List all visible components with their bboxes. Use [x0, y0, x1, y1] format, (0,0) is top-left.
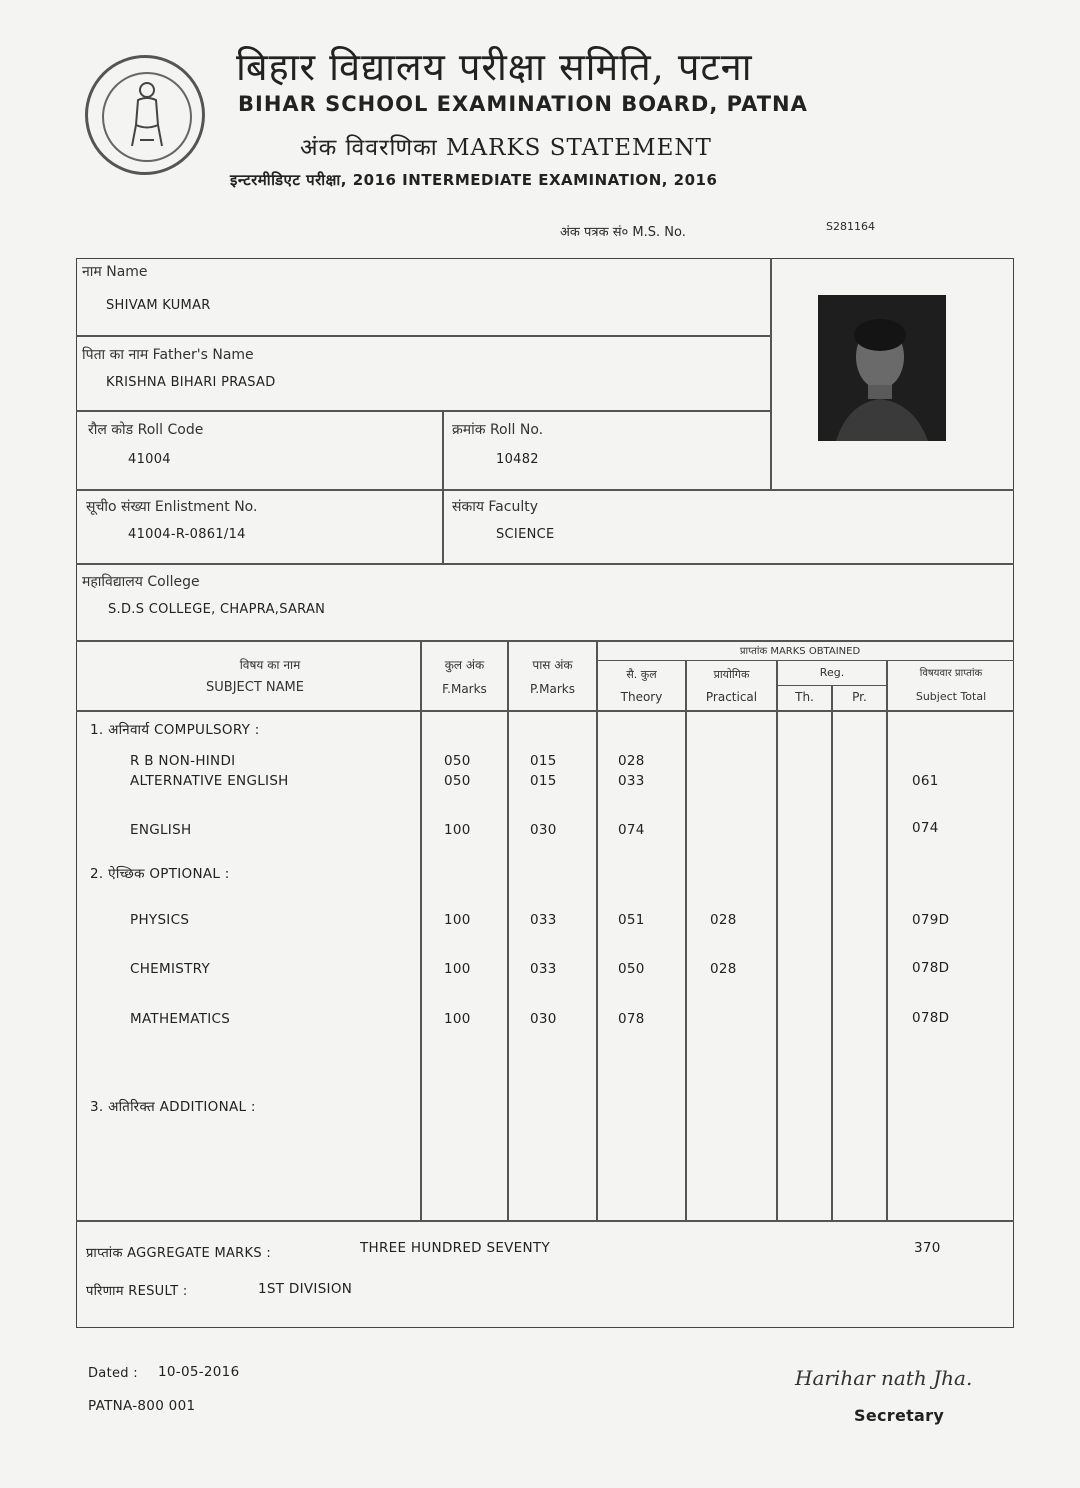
row-pmarks: 015 [530, 773, 557, 789]
name-label: नाम Name [82, 264, 148, 280]
reg-pr-header: Pr. [852, 690, 867, 704]
father-name: KRISHNA BIHARI PRASAD [106, 375, 276, 390]
board-title-hindi: बिहार विद्यालय परीक्षा समिति, पटना [236, 45, 753, 89]
row-subject: PHYSICS [130, 912, 190, 928]
row-theory: 050 [618, 961, 645, 977]
row-subject: MATHEMATICS [130, 1011, 231, 1027]
row-pmarks: 033 [530, 912, 557, 928]
theory-header: Theory [620, 690, 663, 704]
enlistment-no: 41004-R-0861/14 [128, 527, 246, 542]
board-title-english: BIHAR SCHOOL EXAMINATION BOARD, PATNA [238, 92, 808, 116]
ms-no-value: S281164 [826, 220, 875, 233]
row-theory: 028 [618, 753, 645, 769]
student-photo [818, 295, 946, 441]
roll-code: 41004 [128, 452, 171, 467]
father-name-label: पिता का नाम Father's Name [82, 347, 254, 363]
total-header-hi: विषयवार प्राप्तांक [919, 668, 983, 679]
row-subject: ENGLISH [130, 822, 192, 838]
secretary-signature: Harihar nath Jha. [795, 1366, 973, 1390]
row-fmarks: 100 [444, 1011, 471, 1027]
total-header: Subject Total [915, 690, 987, 703]
row-subject: R B NON-HINDI [130, 753, 236, 769]
college-name: S.D.S COLLEGE, CHAPRA,SARAN [108, 602, 326, 617]
row-theory: 078 [618, 1011, 645, 1027]
reg-th-header: Th. [795, 690, 814, 704]
aggregate-words: THREE HUNDRED SEVENTY [360, 1240, 551, 1256]
faculty-label: संकाय Faculty [452, 499, 538, 515]
row-practical: 028 [710, 912, 737, 928]
practical-header-hi: प्रायोगिक [713, 668, 750, 681]
exam-title: इन्टरमीडिएट परीक्षा, 2016 INTERMEDIATE EXAMINATION, 2016 [230, 171, 718, 189]
row-total: 074 [912, 820, 939, 836]
row-fmarks: 050 [444, 753, 471, 769]
practical-header: Practical [705, 690, 758, 704]
row-fmarks: 100 [444, 912, 471, 928]
faculty: SCIENCE [496, 527, 555, 542]
dated-label: Dated : [88, 1366, 138, 1381]
row-theory: 051 [618, 912, 645, 928]
row-practical: 028 [710, 961, 737, 977]
row-fmarks: 100 [444, 961, 471, 977]
student-name: SHIVAM KUMAR [106, 298, 211, 313]
row-fmarks: 050 [444, 773, 471, 789]
roll-code-label: रौल कोड Roll Code [88, 422, 204, 438]
result-label: परिणाम RESULT : [86, 1284, 188, 1299]
subject-header-hi: विषय का नाम [239, 658, 301, 672]
subject-header: SUBJECT NAME [206, 680, 304, 695]
roll-no-label: क्रमांक Roll No. [452, 422, 544, 438]
row-subject: ALTERNATIVE ENGLISH [130, 773, 289, 789]
enlistment-label: सूचीo संख्या Enlistment No. [86, 499, 258, 515]
fmarks-header: F.Marks [442, 682, 487, 696]
row-fmarks: 100 [444, 822, 471, 838]
seal-figure-icon [128, 80, 166, 150]
theory-header-hi: सै. कुल [626, 668, 657, 681]
row-total: 078D [912, 1010, 950, 1026]
college-label: महाविद्यालय College [82, 574, 200, 590]
row-total: 061 [912, 773, 939, 789]
row-theory: 033 [618, 773, 645, 789]
section-additional: 3. अतिरिक्त ADDITIONAL : [90, 1099, 256, 1115]
pmarks-header: P.Marks [529, 682, 576, 696]
row-pmarks: 030 [530, 822, 557, 838]
secretary-title: Secretary [854, 1406, 945, 1425]
row-total: 078D [912, 960, 950, 976]
roll-no: 10482 [496, 452, 539, 467]
row-pmarks: 030 [530, 1011, 557, 1027]
ms-no-label: अंक पत्रक सं० M.S. No. [560, 225, 686, 240]
row-pmarks: 015 [530, 753, 557, 769]
dated-value: 10-05-2016 [158, 1364, 240, 1380]
row-pmarks: 033 [530, 961, 557, 977]
result-value: 1ST DIVISION [258, 1281, 353, 1297]
row-theory: 074 [618, 822, 645, 838]
aggregate-label: प्राप्तांक AGGREGATE MARKS : [86, 1246, 271, 1261]
marks-statement-title: अंक विवरणिका MARKS STATEMENT [300, 135, 712, 161]
row-subject: CHEMISTRY [130, 961, 211, 977]
section-optional: 2. ऐच्छिक OPTIONAL : [90, 866, 230, 882]
row-total: 079D [912, 912, 950, 928]
fmarks-header-hi: कुल अंक [444, 658, 485, 672]
board-seal [85, 55, 205, 175]
marks-obtained-header: प्राप्तांक MARKS OBTAINED [739, 646, 861, 657]
pmarks-header-hi: पास अंक [532, 658, 573, 672]
section-compulsory: 1. अनिवार्य COMPULSORY : [90, 722, 260, 738]
aggregate-value: 370 [914, 1240, 941, 1256]
place: PATNA-800 001 [88, 1398, 196, 1414]
reg-header: Reg. [819, 666, 845, 679]
